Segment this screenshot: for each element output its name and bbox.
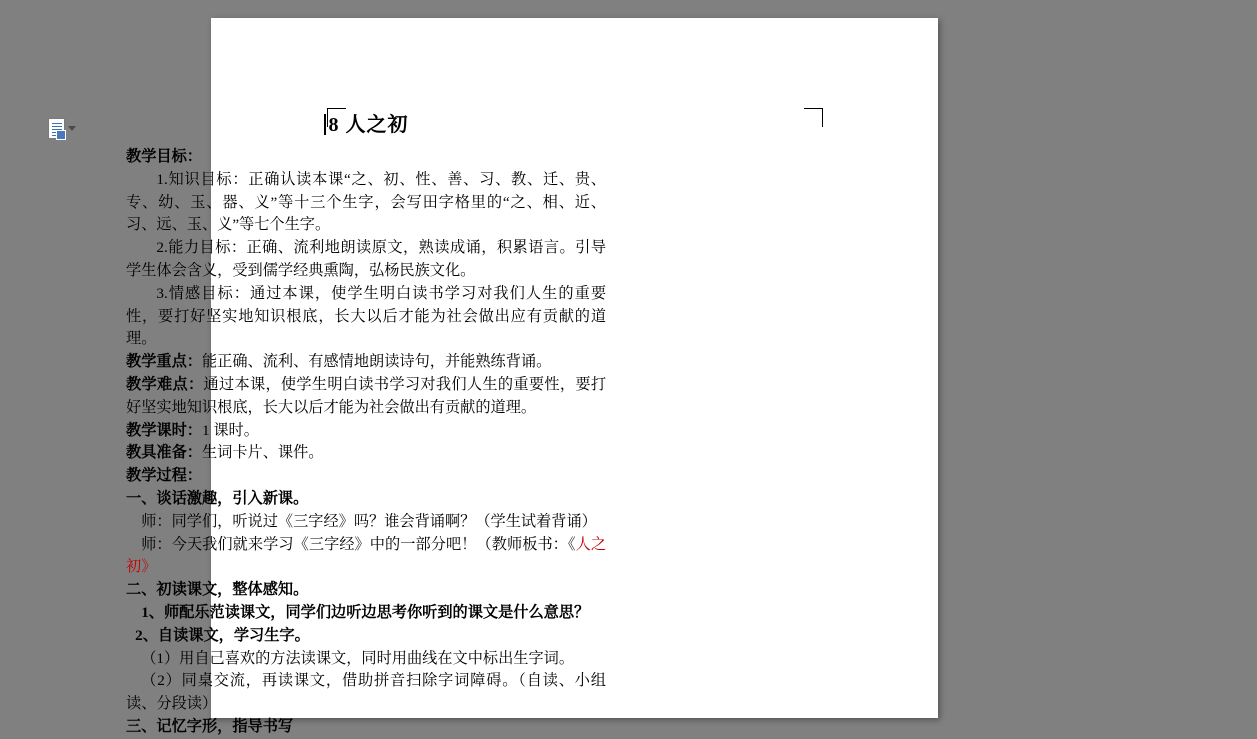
- paragraph-step-2-2: 2、自读课文，学习生字。: [135, 626, 310, 644]
- paragraph-teaching-aids: [126, 442, 606, 465]
- paragraph-knowledge-objective: 1.知识目标：正确认读本课“之、初、性、善、习、教、迁、贵、专、幼、玉、器、义”等十三个生字，会写田字格里的“之、相、近、习、远、玉、义”等七个生字。: [126, 170, 606, 234]
- document-title-text: 8 人之初: [328, 114, 409, 136]
- text-teaching-aids: 生词卡片、课件。: [201, 444, 324, 462]
- paragraph-teaching-hours: [126, 420, 606, 443]
- paste-options-icon[interactable]: [48, 118, 65, 139]
- document-text-body: [126, 110, 606, 739]
- paragraph-emotion-objective: 3.情感目标：通过本课，使学生明白读书学习对我们人生的重要性，要打好坚实地知识根底，长大以后才能为社会做出应有贡献的道理。: [126, 284, 606, 348]
- teacher-line-2-suffix: 》: [141, 558, 157, 576]
- crop-mark-top-right: [804, 108, 823, 127]
- text-teaching-hours: 1 课时。: [201, 421, 259, 439]
- paragraph-teacher-line-2: [126, 534, 606, 580]
- teacher-line-2-prefix: 师：今天我们就来学习《三字经》中的一部分吧！（教师板书：《: [141, 535, 576, 553]
- document-title: [126, 110, 606, 140]
- paragraph-teaching-process-heading: 教学过程：: [126, 467, 202, 485]
- paragraph-step-2-2-b: （2）同桌交流，再读课文，借助拼音扫除字词障碍。（自读、小组读、分段读）: [126, 672, 606, 713]
- label-teaching-focus: 教学重点：: [126, 353, 202, 371]
- paragraph-ability-objective: 2.能力目标：正确、流利地朗读原文，熟读成诵，积累语言。引导学生体会含义，受到儒学经典熏陶，弘杨民族文化。: [126, 239, 606, 279]
- text-teaching-difficulty: 通过本课，使学生明白读书学习对我们人生的重要性，要打好坚实地知识根底，长大以后才能为社会做出有贡献的道理。: [126, 375, 607, 416]
- paragraph-teacher-line-1: 师：同学们，听说过《三字经》吗？谁会背诵啊？（学生试着背诵）: [141, 512, 597, 530]
- label-teaching-hours: 教学课时：: [126, 421, 202, 439]
- paragraph-step-2-2-a: （1）用自己喜欢的方法读课文，同时用曲线在文中标出生字词。: [141, 649, 575, 667]
- paragraph-section-three-heading: 三、记忆字形，指导书写: [126, 717, 294, 735]
- paragraph-teaching-objectives-heading: 教学目标：: [126, 148, 202, 165]
- label-teaching-aids: 教具准备：: [126, 444, 202, 462]
- paragraph-section-one-heading: 一、谈话激趣，引入新课。: [126, 489, 309, 507]
- paragraph-teaching-focus: [126, 351, 606, 374]
- paste-options-widget[interactable]: [48, 118, 76, 139]
- paragraph-teaching-difficulty: [126, 374, 606, 420]
- paragraph-step-2-1: 1、师配乐范读课文，同学们边听边思考你听到的课文是什么意思？: [141, 603, 590, 621]
- text-cursor: [324, 114, 326, 135]
- teacher-line-2-highlight: 人之初: [126, 535, 607, 576]
- paragraph-section-two-heading: 二、初读课文，整体感知。: [126, 581, 309, 599]
- chevron-down-icon[interactable]: [68, 126, 76, 131]
- label-teaching-difficulty: 教学难点：: [126, 375, 204, 393]
- text-teaching-focus: 能正确、流利、有感情地朗读诗句，并能熟练背诵。: [201, 353, 552, 371]
